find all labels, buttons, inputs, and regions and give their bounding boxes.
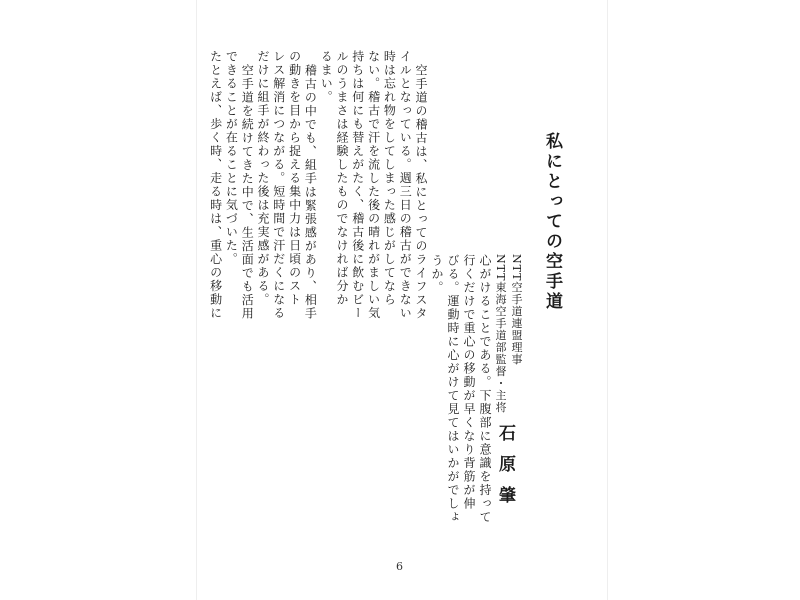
body-line: だけに組手が終わった後は充実感がある。 [256, 50, 270, 307]
body-line: るまい。 [319, 50, 334, 104]
body-line: 心がけることである。下腹部に意識を持って [478, 254, 492, 524]
body-line: びる。運動時に心がけて見てはいかがでしょ [446, 254, 460, 524]
article-title: 私にとっての空手道 [542, 132, 562, 312]
body-line: できることが在ることに気づいた。 [224, 50, 239, 266]
body-line: 時は忘れ物をしてしまった感じがしてなら [382, 50, 397, 307]
body-line: 行くだけで重心の移動が早くなり背筋が伸 [462, 254, 476, 511]
body-line: たとえば、歩く時、走る時は、重心の移動に [208, 50, 223, 320]
body-line: うか。 [430, 254, 444, 295]
page-number: 6 [396, 560, 403, 573]
author-affiliation-2: NTT東海空手道部監督・主将 [494, 254, 507, 414]
author-affiliation-1: NTT空手道連盟理事 [510, 254, 523, 366]
author-name: 石原肇 [495, 424, 515, 517]
body-line: の動きを目から捉える集中力は日頃のスト [287, 50, 302, 307]
body-line: レス解消につながる。短時間で汗だくになる [271, 50, 286, 320]
body-line: 稽古の中でも、組手は緊張感があり、相手 [303, 64, 318, 321]
body-line: ルのうまさは経験したものでなければ分か [335, 50, 349, 307]
body-line: ない。稽古で汗を流した後の晴れがましい気 [366, 50, 381, 320]
bleed-through-text [560, 60, 576, 240]
body-line: 持ちは何にも替えがたく、稽古後に飲むビー [350, 50, 365, 320]
body-line: イルとなっている。週三日の稽古ができない [398, 50, 413, 320]
body-line: 空手道の稽古は、私にとってのライフスタ [414, 64, 428, 321]
body-line: 空手道を続けてきた中で、生活面でも活用 [240, 64, 255, 321]
